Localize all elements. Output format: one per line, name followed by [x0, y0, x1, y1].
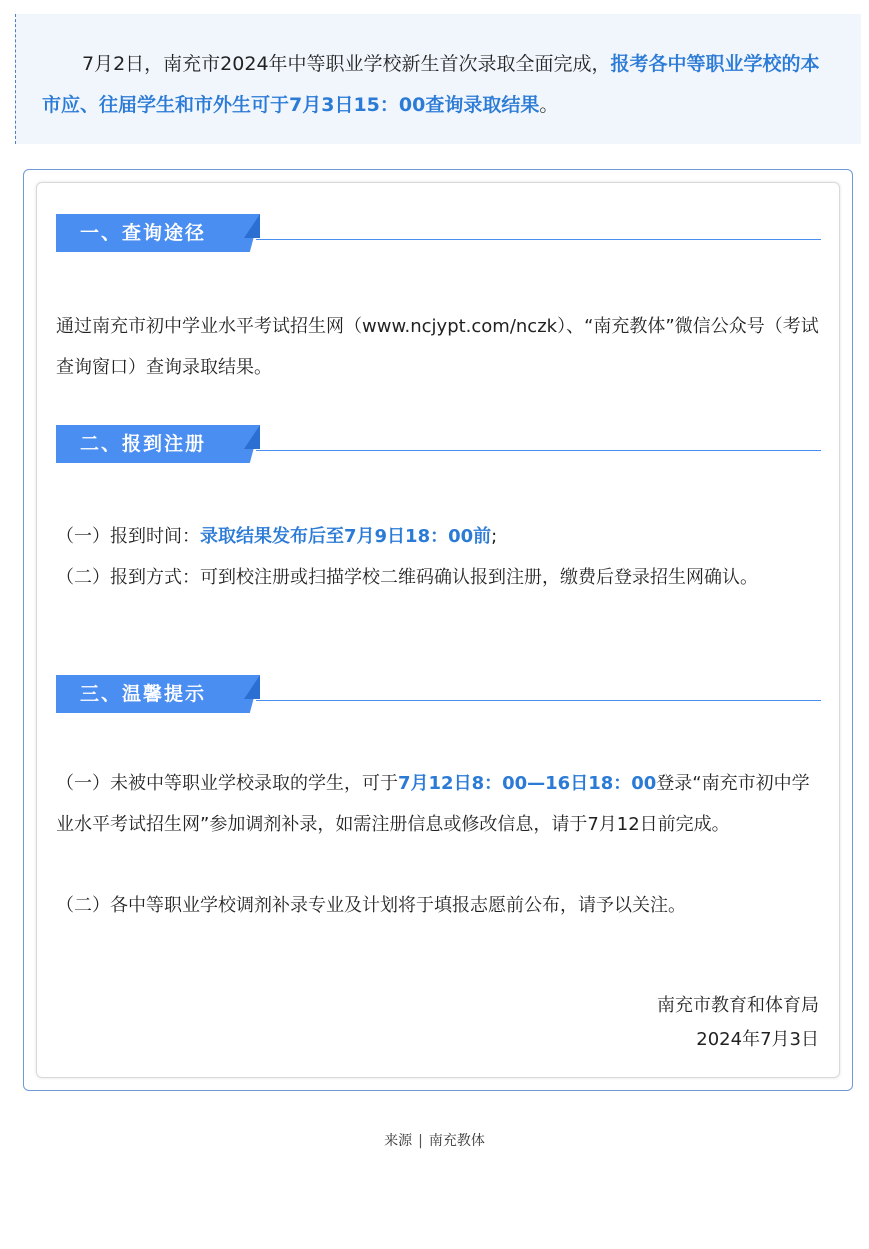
section-header-registration [56, 425, 821, 465]
registration-time-highlight: 录取结果发布后至7月9日18：00前 [200, 526, 492, 547]
registration-time-end: ; [491, 526, 498, 547]
signature-org: 南充市教育和体育局 [657, 995, 819, 1016]
source-line [0, 1130, 869, 1150]
intro-highlight: 报考各中等职业学校的本市应、往届学生和市外生可于7月3日15：00查询录取结果 [42, 53, 820, 116]
tip-1-suffix: 登录“南充市初中学业水平考试招生网”参加调剂补录，如需注册信息或修改信息，请于7月12日前完成。 [56, 773, 810, 835]
section-header-query [56, 214, 821, 254]
section-title: 三、温馨提示 [80, 683, 207, 705]
tip-1-prefix: （一）未被中等职业学校录取的学生，可于 [56, 773, 398, 794]
intro-end: 。 [539, 94, 559, 116]
source-label: 来源 [384, 1133, 413, 1149]
source-separator: | [418, 1133, 423, 1149]
content-frame-outer [23, 169, 853, 1091]
intro-text: 7月2日，南充市2024年中等职业学校新生首次录取全面完成， [82, 53, 611, 75]
registration-time [56, 516, 821, 557]
intro-box [15, 14, 861, 144]
registration-method: （二）报到方式：可到校注册或扫描学校二维码确认报到注册，缴费后登录招生网确认。 [56, 567, 758, 588]
content-frame-inner [36, 182, 840, 1078]
section-divider [256, 700, 821, 701]
section-divider [256, 239, 821, 240]
tip-1-highlight: 7月12日8：00—16日18：00 [398, 773, 657, 794]
registration-time-label: （一）报到时间： [56, 526, 200, 547]
section-title: 二、报到注册 [80, 433, 207, 455]
section-query-text: 通过南充市初中学业水平考试招生网（www.ncjypt.com/nczk）、“南充教体”微信公众号（考试查询窗口）查询录取结果。 [56, 316, 819, 378]
tip-announcement: （二）各中等职业学校调剂补录专业及计划将于填报志愿前公布，请予以关注。 [56, 895, 686, 916]
source-name: 南充教体 [428, 1133, 485, 1149]
section-header-tips [56, 675, 821, 715]
signature-date: 2024年7月3日 [696, 1029, 819, 1050]
section-divider [256, 450, 821, 451]
tip-supplementary-admission [56, 763, 821, 845]
section-title: 一、查询途径 [80, 222, 207, 244]
